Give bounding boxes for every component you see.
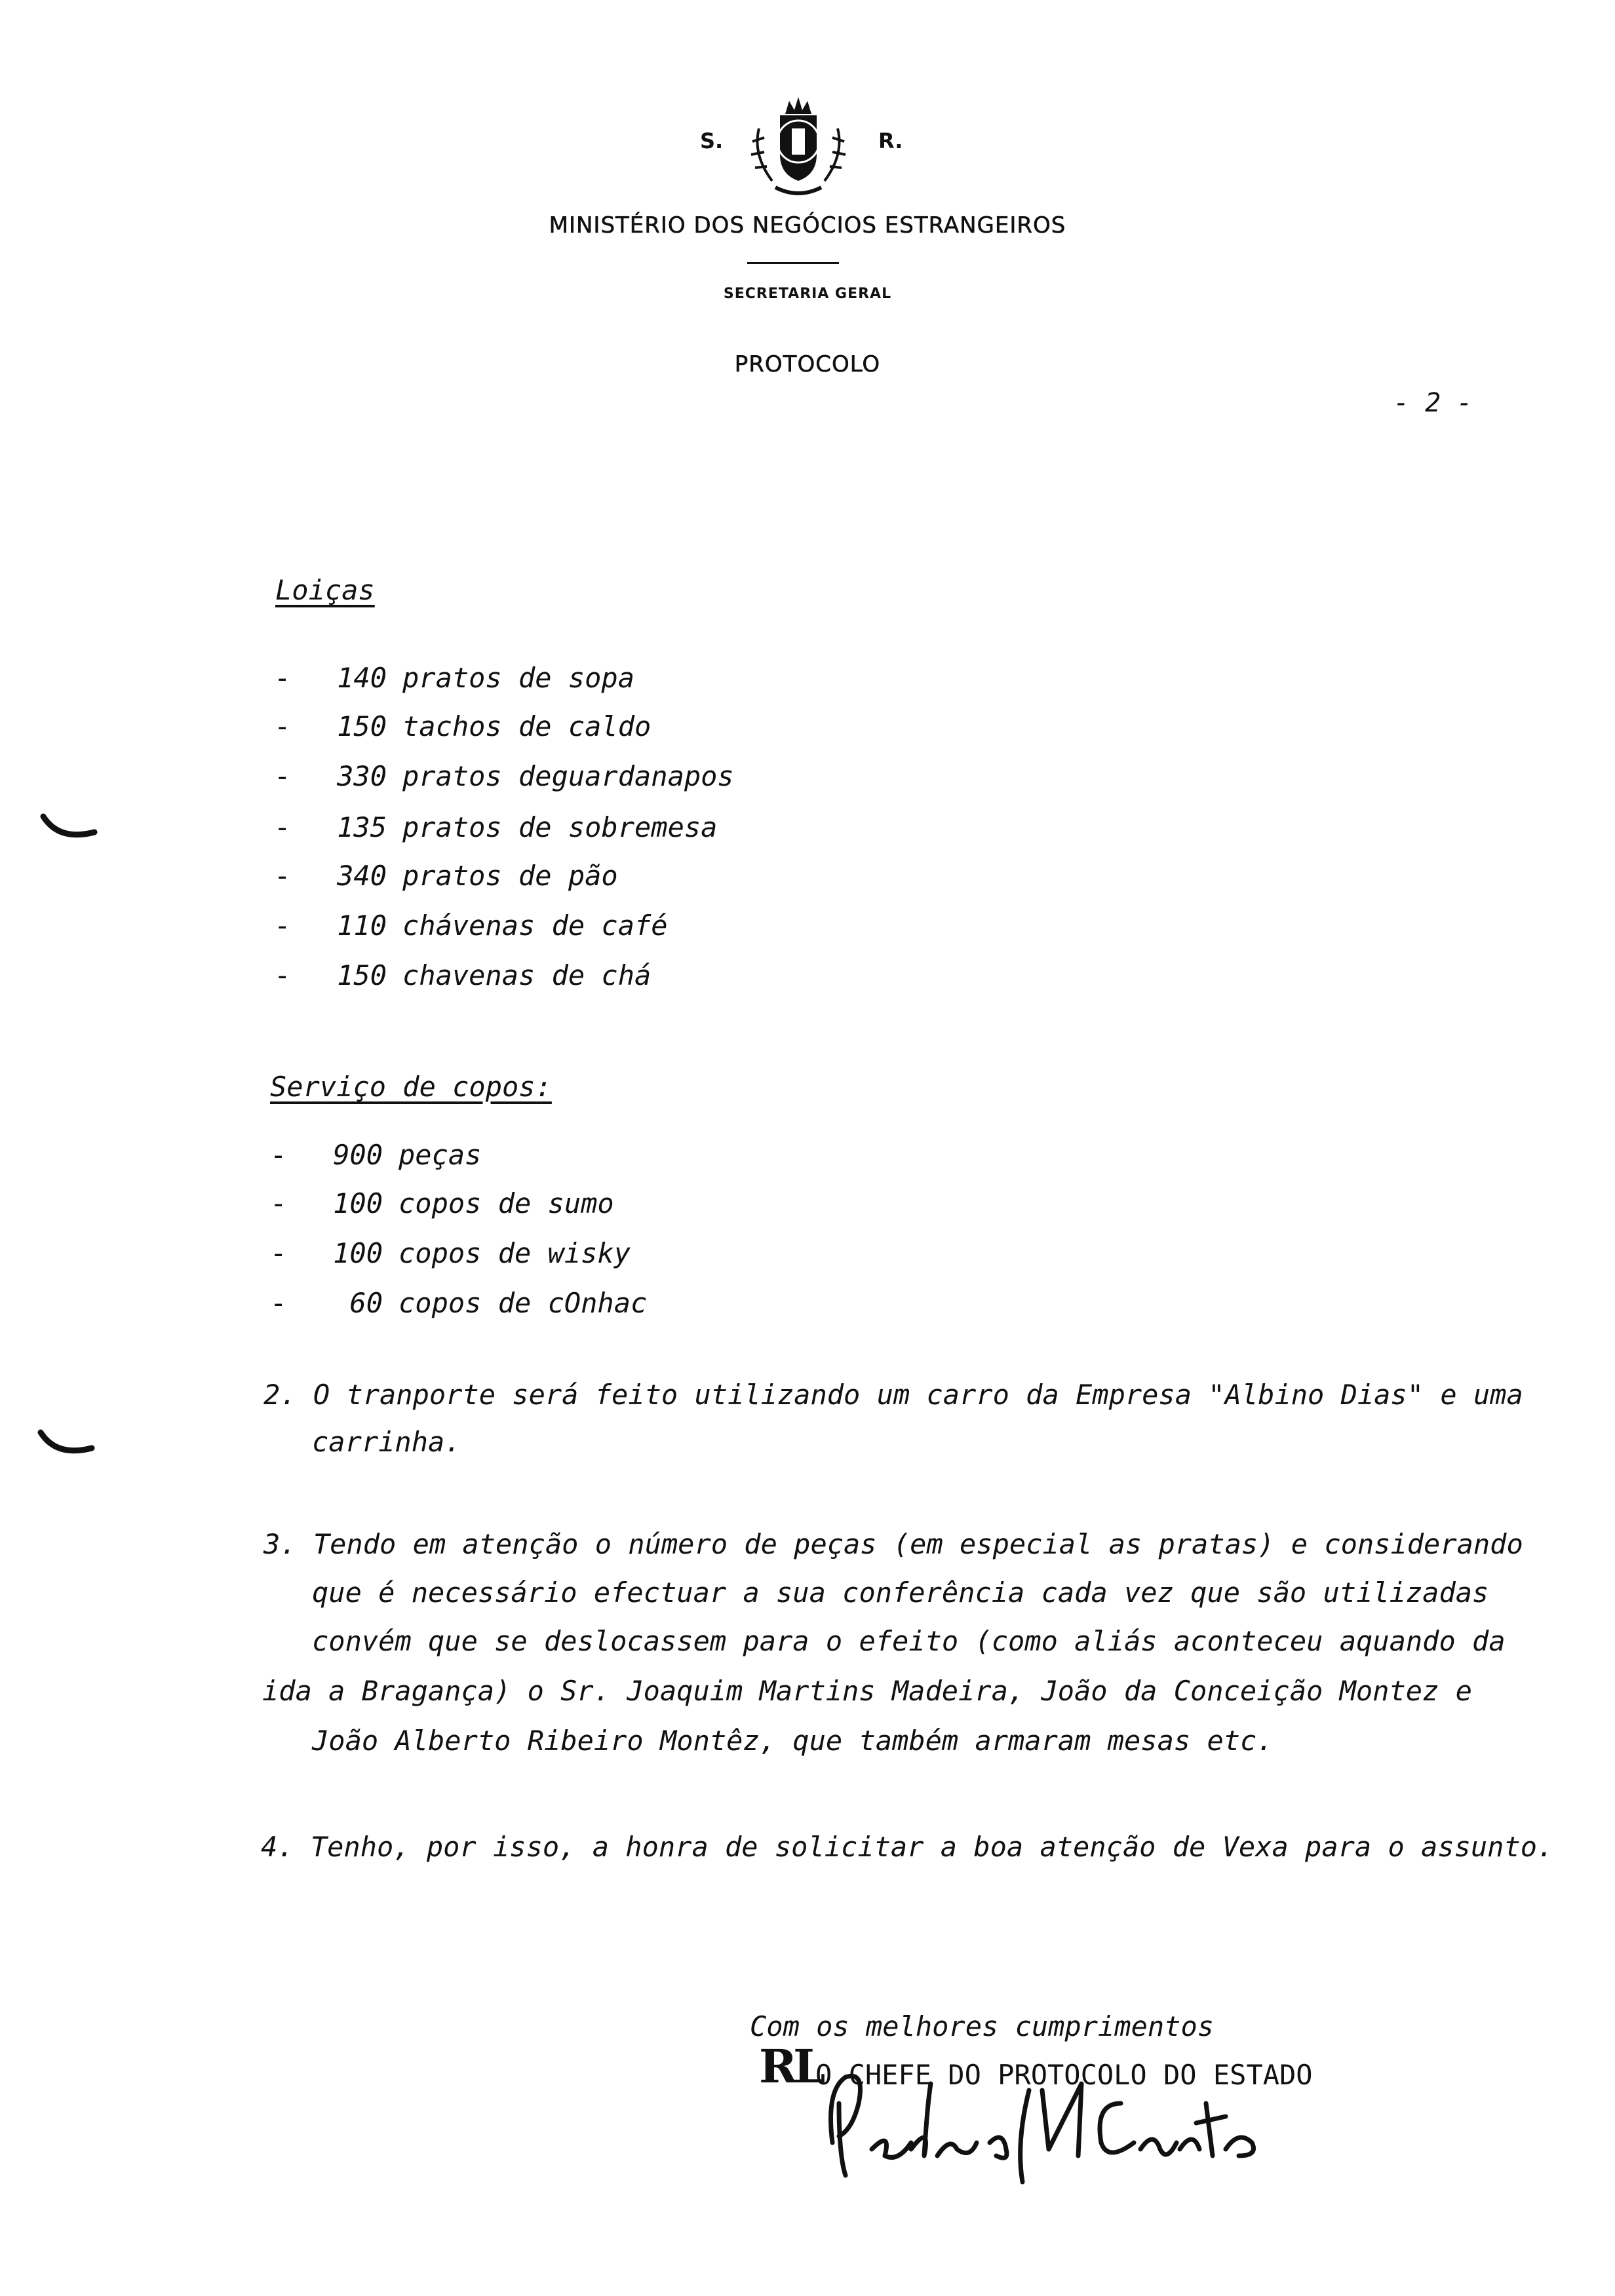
header-right-initial: R. xyxy=(878,128,903,153)
handwritten-signature xyxy=(819,2064,1265,2195)
header-left-initial: S. xyxy=(700,128,724,153)
paragraph-3-line: João Alberto Ribeiro Montêz, que também armaram mesas etc. xyxy=(312,1725,1274,1757)
loicas-item: pratos de pão xyxy=(402,860,618,892)
copos-qty: 100 xyxy=(333,1237,383,1269)
handwritten-initials: RL xyxy=(759,2039,822,2094)
loicas-item: pratos deguardanapos xyxy=(402,760,734,792)
list-bullet: - xyxy=(274,811,291,843)
copos-qty: 900 xyxy=(333,1139,383,1171)
page-number: - 2 - xyxy=(1393,388,1473,418)
paragraph-3-line: ida a Bragança) o Sr. Joaquim Martins Madeira, João da Conceição Montez e xyxy=(262,1675,1472,1707)
paragraph-3-line: convém que se deslocassem para o efeito (como aliás aconteceu aquando da xyxy=(312,1625,1506,1657)
loicas-qty: 110 xyxy=(337,909,387,942)
loicas-item: chávenas de café xyxy=(402,909,668,942)
list-bullet: - xyxy=(274,909,291,942)
copos-heading: Serviço de copos: xyxy=(270,1071,552,1103)
loicas-item: pratos de sopa xyxy=(402,662,635,694)
list-bullet: - xyxy=(274,662,291,694)
ministry-name: MINISTÉRIO DOS NEGÓCIOS ESTRANGEIROS xyxy=(549,212,1066,239)
paragraph-3-line: que é necessário efectuar a sua conferência cada vez que são utilizadas xyxy=(312,1577,1489,1609)
paragraph-2-line: 2. O tranporte será feito utilizando um carro da Empresa "Albino Dias" e uma xyxy=(263,1379,1523,1411)
copos-item: peças xyxy=(399,1139,482,1171)
loicas-qty: 150 xyxy=(337,959,387,991)
loicas-qty: 340 xyxy=(337,860,387,892)
section-name: PROTOCOLO xyxy=(734,351,881,377)
copos-qty: 100 xyxy=(333,1187,383,1219)
paragraph-2-line: carrinha. xyxy=(312,1426,461,1458)
department-name: SECRETARIA GERAL xyxy=(723,286,892,302)
copos-item: copos de cOnhac xyxy=(399,1287,648,1319)
copos-qty: 60 xyxy=(349,1287,383,1319)
loicas-item: pratos de sobremesa xyxy=(402,811,718,843)
header-divider xyxy=(747,262,839,264)
copos-item: copos de wisky xyxy=(399,1237,631,1269)
list-bullet: - xyxy=(270,1237,287,1269)
loicas-item: tachos de caldo xyxy=(402,710,652,742)
punch-hole-mark xyxy=(37,1428,96,1461)
list-bullet: - xyxy=(270,1287,287,1319)
loicas-heading: Loiças xyxy=(275,574,375,606)
signatory-title: O CHEFE DO PROTOCOLO DO ESTADO xyxy=(815,2059,1313,2091)
loicas-qty: 330 xyxy=(337,760,387,792)
loicas-qty: 135 xyxy=(337,811,387,843)
paragraph-3-line: 3. Tendo em atenção o número de peças (em especial as pratas) e considerando xyxy=(263,1528,1523,1560)
loicas-qty: 150 xyxy=(337,710,387,742)
list-bullet: - xyxy=(274,860,291,892)
list-bullet: - xyxy=(270,1187,287,1219)
closing-greeting: Com os melhores cumprimentos xyxy=(750,2010,1215,2042)
list-bullet: - xyxy=(274,959,291,991)
paragraph-4: 4. Tenho, por isso, a honra de solicitar a boa atenção de Vexa para o assunto. xyxy=(261,1831,1554,1863)
list-bullet: - xyxy=(274,760,291,792)
list-bullet: - xyxy=(270,1139,287,1171)
copos-item: copos de sumo xyxy=(399,1187,614,1219)
list-bullet: - xyxy=(274,710,291,742)
coat-of-arms-icon xyxy=(739,89,857,201)
loicas-qty: 140 xyxy=(337,662,387,694)
loicas-item: chavenas de chá xyxy=(402,959,652,991)
punch-hole-mark xyxy=(39,813,98,845)
